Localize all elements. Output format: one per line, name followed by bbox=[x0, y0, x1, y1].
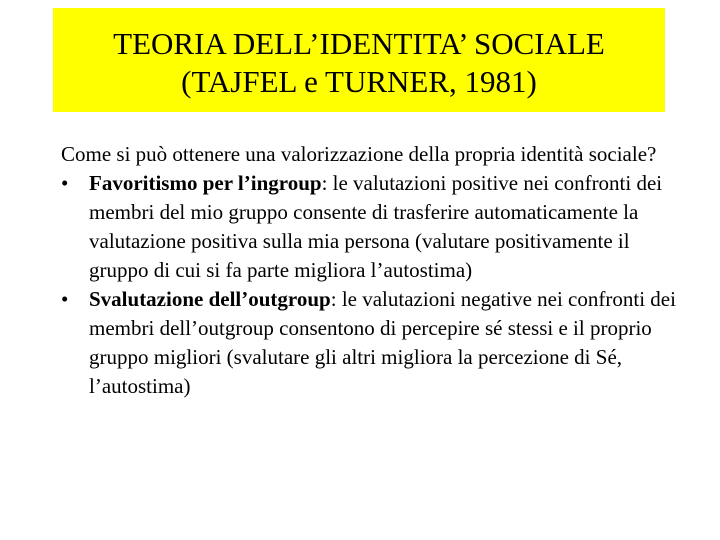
bullet-outgroup-devaluation bbox=[61, 285, 681, 401]
bullet-icon: • bbox=[61, 287, 69, 311]
bullet-text: : le valutazioni negative nei confronti dei membri dell’outgroup consentono di percepire sé stessi e il proprio gruppo migliori (svalutare gli altri migliora la percezione di Sé, l’autostima) bbox=[89, 287, 676, 398]
bullet-term: Favoritismo per l’ingroup bbox=[89, 171, 322, 195]
title-banner bbox=[53, 8, 665, 112]
bullet-ingroup-favoritism bbox=[61, 169, 681, 285]
intro-question: Come si può ottenere una valorizzazione della propria identità sociale? bbox=[61, 142, 657, 166]
bullet-icon: • bbox=[61, 171, 69, 195]
bullet-term: Svalutazione dell’outgroup bbox=[89, 287, 331, 311]
slide-title: TEORIA DELL’IDENTITA’ SOCIALE bbox=[113, 26, 605, 61]
slide-subtitle: (TAJFEL e TURNER, 1981) bbox=[181, 64, 537, 99]
slide-body bbox=[61, 140, 681, 401]
bullet-text: : le valutazioni positive nei confronti dei membri del mio gruppo consente di trasferire automaticamente la valutazione positiva sulla mia persona (valutare positivamente il gruppo di cui si fa parte migliora l’autostima) bbox=[89, 171, 663, 282]
